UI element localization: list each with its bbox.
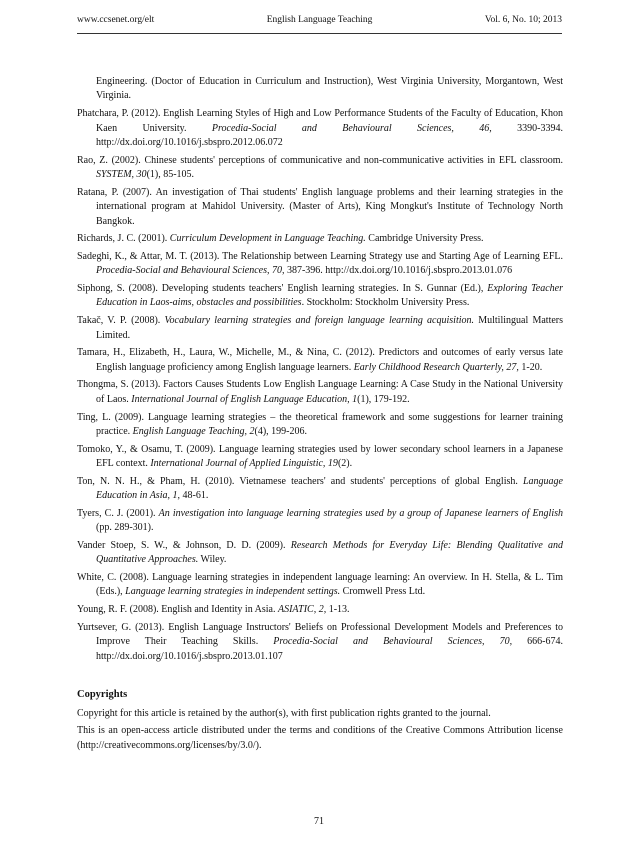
running-header xyxy=(77,14,562,27)
reference-text: Sadeghi, K., & Attar, M. T. (2013). The Relationship between Learning Strategy use and Starting Age of Learning EFL. xyxy=(77,250,563,262)
reference-details: Cambridge University Press. xyxy=(365,233,484,245)
reference-source: Procedia-Social and Behavioural Sciences, 70, xyxy=(273,636,513,648)
reference-richards-2001 xyxy=(77,232,563,246)
reference-yurtsever-2013 xyxy=(77,621,563,664)
reference-text: Phatchara, P. (2012). English Learning Styles of High and Low Performance Students of the Faculty of Education, Khon Kaen University. xyxy=(77,108,563,134)
reference-ton-2010 xyxy=(77,475,563,504)
reference-source: Curriculum Development in Language Teaching. xyxy=(169,233,366,245)
reference-text: Siphong, S. (2008). Developing students teachers' English learning strategies. In S. Gunnar (Ed.), xyxy=(77,283,488,295)
reference-source: Procedia-Social and Behavioural Sciences, 46, xyxy=(211,122,492,134)
reference-text: Ting, L. (2009). Language learning strategies – the theoretical framework and some suggestions for learner training practice. xyxy=(77,411,563,437)
reference-vander-stoep-2009 xyxy=(77,539,563,568)
header-journal-title: English Language Teaching xyxy=(266,15,373,25)
reference-details: Multilingual Matters Limited. xyxy=(96,315,564,341)
reference-tamara-2012 xyxy=(77,346,563,375)
reference-source: Early Childhood Research Quarterly, 27, xyxy=(353,361,519,373)
reference-source: English Language Teaching, 2 xyxy=(132,425,255,437)
reference-details: Cromwell Press Ltd. xyxy=(340,586,426,598)
reference-source: Exploring Teacher Education in Laos-aims, obstacles and possibilities xyxy=(96,283,563,309)
reference-source: Language learning strategies in independent settings. xyxy=(125,586,341,598)
license-paragraph: This is an open-access article distributed under the terms and conditions of the Creative Commons Attribution license (http://creativecommons.org/licenses/by/3.0/). xyxy=(77,725,563,751)
reference-source: SYSTEM, 30 xyxy=(96,169,147,181)
reference-source: Language Education in Asia, 1, xyxy=(96,475,563,502)
reference-sadeghi-2013 xyxy=(77,250,563,279)
reference-source: Procedia-Social and Behavioural Sciences, 70, xyxy=(96,265,285,277)
reference-text: Vander Stoep, S. W., & Johnson, D. D. (2009). xyxy=(77,539,291,551)
reference-text: Tamara, H., Elizabeth, H., Laura, W., Michelle, M., & Nina, C. (2012). Predictors and outcomes of early versus late English language proficiency among English language learners. xyxy=(77,347,563,373)
header-rule xyxy=(77,33,562,34)
reference-text: Tyers, C. J. (2001). xyxy=(77,507,159,519)
reference-source: Vocabulary learning strategies and foreign language learning acquisition. xyxy=(164,315,474,327)
reference-details: (pp. 289-301). xyxy=(96,522,154,534)
reference-details: 1-20. xyxy=(518,361,543,373)
reference-source: ASIATIC, 2, xyxy=(277,604,327,616)
reference-young-2008 xyxy=(77,603,563,617)
reference-tomoko-2009 xyxy=(77,443,563,472)
reference-text: Richards, J. C. (2001). xyxy=(77,233,170,245)
header-volume: Vol. 6, No. 10; 2013 xyxy=(484,15,562,25)
reference-source: International Journal of Applied Linguistic, 19 xyxy=(150,458,338,470)
reference-white-2008 xyxy=(77,571,563,600)
section-heading: Copyrights xyxy=(77,689,128,700)
reference-text: Ratana, P. (2007). An investigation of Thai students' English language problems and their learning strategies in the international program at Mahidol University. (Master of Arts), King Mongkut's Institute of Technology North Bangkok. xyxy=(77,186,563,227)
reference-text: Young, R. F. (2008). English and Identity in Asia. xyxy=(77,604,278,616)
reference-details: 387-396. http://dx.doi.org/10.1016/j.sbspro.2013.01.076 xyxy=(284,265,513,277)
reference-details: 3390-3394. http://dx.doi.org/10.1016/j.sbspro.2012.06.072 xyxy=(96,122,563,148)
reference-source: An investigation into language learning strategies used by a group of Japanese learners of English xyxy=(158,507,563,519)
reference-tyers-2001 xyxy=(77,507,563,536)
reference-text: White, C. (2008). Language learning strategies in independent language learning: An overview. In H. Stella, & L. Tim (Eds.), xyxy=(77,572,563,598)
reference-continuation xyxy=(77,75,563,104)
reference-details: (1), 85-105. xyxy=(146,169,195,181)
reference-text: Takač, V. P. (2008). xyxy=(77,315,165,327)
reference-list xyxy=(77,75,563,667)
reference-ratana-2007 xyxy=(77,186,563,229)
reference-text: Thongma, S. (2013). Factors Causes Students Low English Language Learning: A Case Study in the National University of Laos. xyxy=(77,379,563,405)
reference-text: Tomoko, Y., & Osamu, T. (2009). Language learning strategies used by lower secondary school learners in a Japanese EFL context. xyxy=(77,443,563,470)
reference-source: International Journal of English Language Education, 1 xyxy=(131,393,358,405)
header-journal-url: www.ccsenet.org/elt xyxy=(77,15,155,25)
reference-siphong-2008 xyxy=(77,282,563,311)
reference-phatchara-2012 xyxy=(77,107,563,150)
reference-text: Ton, N. N. H., & Pham, H. (2010). Vietnamese teachers' and students' perceptions of global English. xyxy=(77,475,523,487)
reference-rao-2002 xyxy=(77,154,563,183)
reference-details: Wiley. xyxy=(198,554,227,566)
reference-details: . Stockholm: Stockholm University Press. xyxy=(301,297,470,309)
reference-text: Rao, Z. (2002). Chinese students' perceptions of communicative and non-communicative activities in EFL classroom. xyxy=(77,154,563,166)
reference-details: (2). xyxy=(337,458,353,470)
reference-thongma-2013 xyxy=(77,378,563,407)
reference-takac-2008 xyxy=(77,314,563,343)
reference-details: 48-61. xyxy=(179,490,209,502)
reference-details: 1-13. xyxy=(326,604,350,616)
page-number: 71 xyxy=(314,816,324,827)
reference-source: Research Methods for Everyday Life: Blending Qualitative and Quantitative Approaches. xyxy=(96,539,563,566)
reference-details: (1), 179-192. xyxy=(357,393,410,405)
copyright-paragraph: Copyright for this article is retained by the author(s), with first publication rights granted to the journal. xyxy=(77,708,491,719)
reference-text: Yurtsever, G. (2013). English Language Instructors' Beliefs on Professional Development Models and Preferences to Improve Their Teaching Skills. xyxy=(77,621,563,648)
reference-ting-2009 xyxy=(77,411,563,440)
reference-text: Engineering. (Doctor of Education in Curriculum and Instruction), West Virginia University, Morgantown, West Virginia. xyxy=(96,76,563,102)
copyrights-section xyxy=(77,688,563,756)
reference-details: (4), 199-206. xyxy=(254,425,307,437)
reference-details: 666-674. http://dx.doi.org/10.1016/j.sbspro.2013.01.107 xyxy=(96,636,564,662)
